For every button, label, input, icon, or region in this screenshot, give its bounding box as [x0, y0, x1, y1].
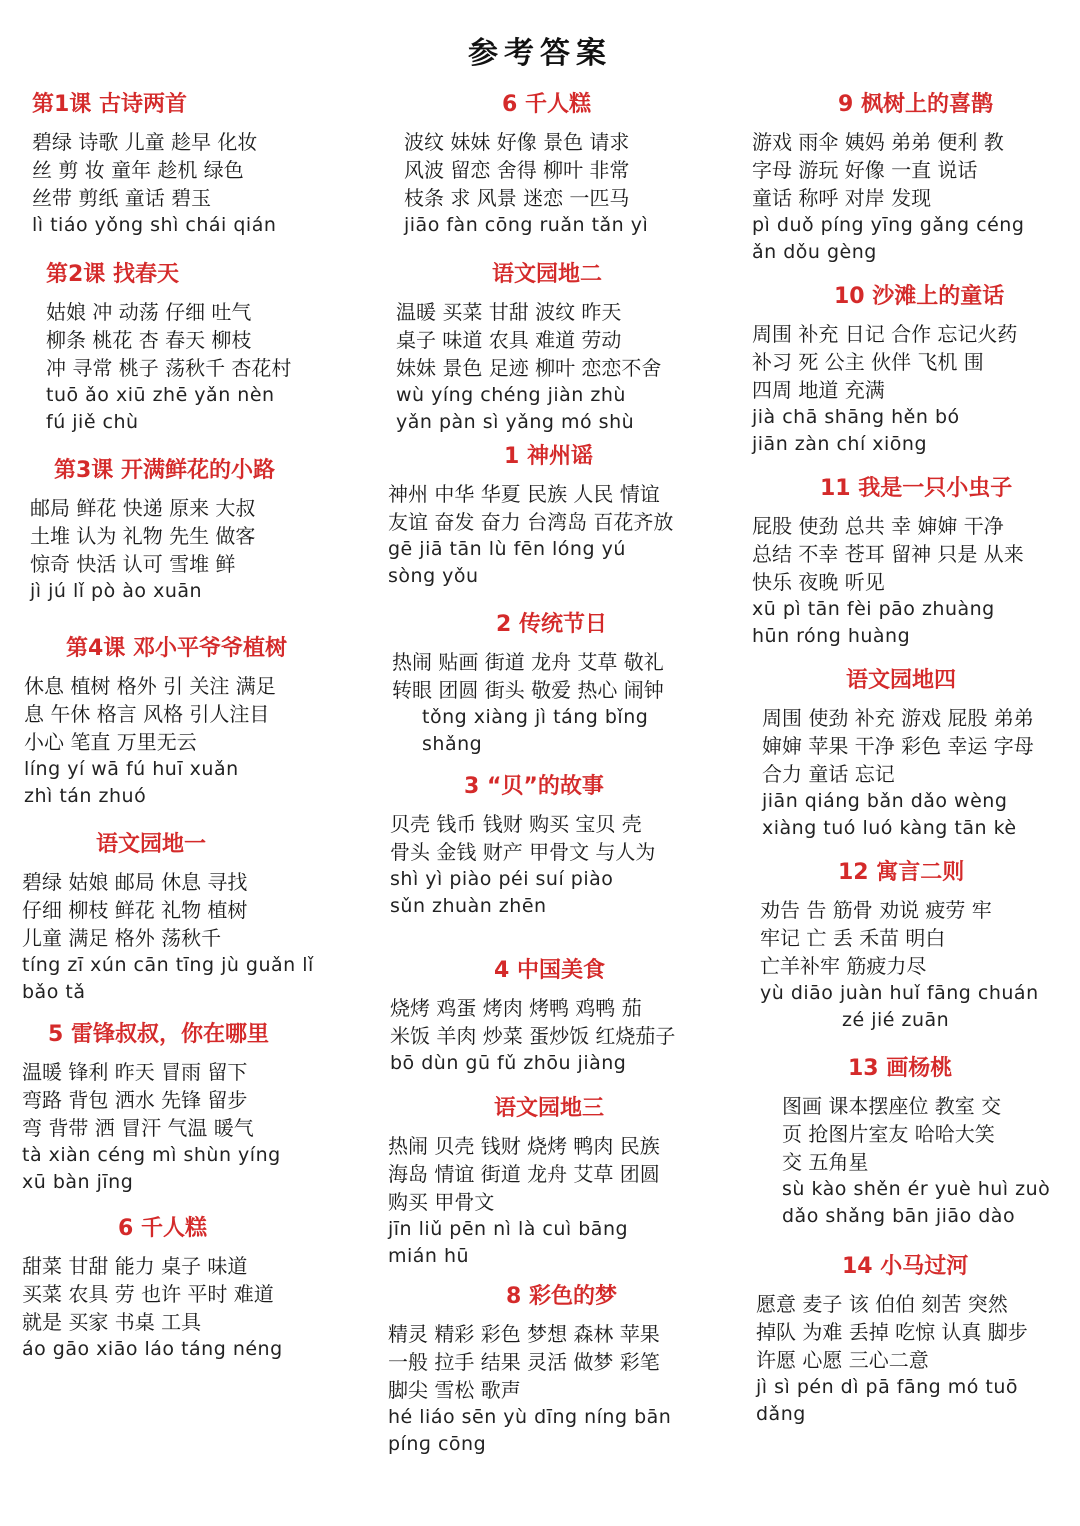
col3-block-2	[752, 284, 1076, 458]
word-line: 页 抢图片室友 哈哈大笑	[782, 1122, 995, 1146]
pinyin-line: tà xiàn céng mì shùn yíng	[22, 1144, 281, 1166]
word-line: 冲 寻常 桃子 荡秋千 杏花村	[46, 356, 292, 380]
word-line: 购买 甲骨文	[388, 1190, 495, 1214]
word-line: 丝带 剪纸 童话 碧玉	[32, 186, 212, 210]
word-line: 友谊 奋发 奋力 台湾岛 百花齐放	[388, 510, 674, 534]
word-line: 童话 称呼 对岸 发现	[752, 186, 932, 210]
lesson-heading: 3 “贝”的故事	[464, 774, 604, 799]
pinyin-line: xū pì tān fèi pāo zhuàng	[752, 598, 995, 620]
word-line: 米饭 羊肉 炒菜 蛋炒饭 红烧茄子	[390, 1024, 676, 1048]
pinyin-line: jīn liǔ pēn nì là cuì bāng	[388, 1218, 629, 1240]
pinyin-line: yù diāo juàn huǐ fāng chuán	[760, 982, 1039, 1004]
word-line: 温暖 买菜 甘甜 波纹 昨天	[396, 300, 622, 324]
pinyin-line: bǎo tǎ	[22, 981, 86, 1003]
pinyin-line: jì sì pén dì pā fāng mó tuō	[756, 1376, 1019, 1398]
lesson-heading: 6 千人糕	[118, 1216, 207, 1241]
col1-block-2	[46, 262, 374, 436]
lesson-heading: 6 千人糕	[502, 92, 591, 117]
lesson-heading: 5 雷锋叔叔，你在哪里	[48, 1022, 269, 1047]
word-line: 交 五角星	[782, 1150, 869, 1174]
pinyin-line: yǎn pàn sì yǎng mó shù	[396, 411, 635, 433]
word-line: 快乐 夜晚 听见	[752, 570, 885, 594]
lesson-heading: 9 枫树上的喜鹊	[838, 92, 993, 117]
pinyin-line: jiān zàn chí xiōng	[752, 433, 928, 455]
lesson-heading: 1 神州谣	[504, 444, 593, 469]
col2-block-8	[388, 1284, 744, 1458]
word-line: 土堆 认为 礼物 先生 做客	[30, 524, 256, 548]
pinyin-line: shǎng	[422, 733, 483, 755]
pinyin-line: ǎn dǒu gèng	[752, 241, 877, 263]
pinyin-line: fú jiě chù	[46, 411, 139, 433]
pinyin-line: mián hū	[388, 1245, 470, 1267]
pinyin-line: zé jié zuān	[842, 1009, 950, 1031]
word-line: 枝条 求 风景 迷恋 一匹马	[404, 186, 630, 210]
lesson-heading: 语文园地四	[846, 668, 957, 693]
pinyin-line: pínɡ cōng	[388, 1433, 487, 1455]
word-line: 屁股 使劲 总共 幸 婶婶 干净	[752, 514, 1004, 538]
pinyin-line: líng yí wā fú huī xuǎn	[24, 758, 239, 780]
col2-block-7	[388, 1096, 744, 1270]
word-line: 息 午休 格言 风格 引人注目	[24, 702, 270, 726]
col1-block-1	[32, 92, 374, 239]
word-line: 婶婶 苹果 干净 彩色 幸运 字母	[762, 734, 1034, 758]
pinyin-line: dǎo shǎng bān jiāo dào	[782, 1205, 1016, 1227]
lesson-heading: 12 寓言二则	[838, 860, 965, 885]
lesson-heading: 13 画杨桃	[848, 1056, 953, 1081]
word-line: 周围 补充 日记 合作 忘记火药	[752, 322, 1018, 346]
word-line: 小心 笔直 万里无云	[24, 730, 197, 754]
pinyin-line: bō dùn gū fǔ zhōu jiàng	[390, 1052, 627, 1074]
pinyin-line: wù yíng chéng jiàn zhù	[396, 384, 626, 406]
col1-block-7	[22, 1216, 374, 1363]
pinyin-line: tǒng xiàng jì táng bǐng	[422, 706, 649, 728]
lesson-heading: 语文园地一	[96, 832, 207, 857]
word-line: 神州 中华 华夏 民族 人民 情谊	[388, 482, 660, 506]
pinyin-line: shì yì piào péi suí piào	[390, 868, 614, 890]
word-line: 合力 童话 忘记	[762, 762, 895, 786]
word-line: 姑娘 冲 动荡 仔细 吐气	[46, 300, 252, 324]
word-line: 四周 地道 充满	[752, 378, 885, 402]
word-line: 图画 课本摆座位 教室 交	[782, 1094, 1002, 1118]
pinyin-line: lì tiáo yǒng shì chái qián	[32, 214, 277, 236]
lesson-heading: 第4课 邓小平爷爷植树	[66, 636, 287, 661]
col3-block-3	[752, 476, 1076, 650]
lesson-heading: 第2课 找春天	[46, 262, 179, 287]
word-line: 总结 不幸 苍耳 留神 只是 从来	[752, 542, 1024, 566]
lesson-heading: 4 中国美食	[494, 958, 605, 983]
col1-block-5	[22, 832, 374, 1006]
pinyin-line: zhì tán zhuó	[24, 785, 147, 807]
word-line: 骨头 金钱 财产 甲骨文 与人为	[390, 840, 656, 864]
word-line: 温暖 锋利 昨天 冒雨 留下	[22, 1060, 248, 1084]
word-line: 买菜 农具 劳 也许 平时 难道	[22, 1282, 274, 1306]
pinyin-line: sòng yǒu	[388, 565, 479, 587]
word-line: 脚尖 雪松 歌声	[388, 1378, 521, 1402]
word-line: 妹妹 景色 足迹 柳叶 恋恋不舍	[396, 356, 662, 380]
pinyin-line: jì jú lǐ pò ào xuān	[30, 580, 203, 602]
lesson-heading: 11 我是一只小虫子	[820, 476, 1013, 501]
word-line: 转眼 团圆 街头 敬爱 热心 闹钟	[392, 678, 664, 702]
word-line: 补习 死 公主 伙伴 飞机 围	[752, 350, 984, 374]
col1-block-6	[22, 1022, 374, 1196]
col2-block-1	[404, 92, 744, 239]
word-line: 字母 游玩 好像 一直 说话	[752, 158, 978, 182]
word-line: 贝壳 钱币 钱财 购买 宝贝 壳	[390, 812, 642, 836]
pinyin-line: tuō ǎo xiū zhē yǎn nèn	[46, 384, 275, 406]
word-line: 桌子 味道 农具 难道 劳动	[396, 328, 622, 352]
word-line: 弯 背带 洒 冒汗 气温 暖气	[22, 1116, 254, 1140]
col3-block-4	[762, 668, 1076, 842]
word-line: 一般 拉手 结果 灵活 做梦 彩笔	[388, 1350, 660, 1374]
col2-block-3	[388, 444, 744, 590]
word-line: 波纹 妹妹 好像 景色 请求	[404, 130, 630, 154]
word-line: 丝 剪 妆 童年 趁机 绿色	[32, 158, 244, 182]
word-line: 休息 植树 格外 引 关注 满足	[24, 674, 276, 698]
pinyin-line: hūn róng huàng	[752, 625, 911, 647]
word-line: 邮局 鲜花 快递 原来 大叔	[30, 496, 256, 520]
lesson-heading: 第1课 古诗两首	[32, 92, 187, 117]
pinyin-line: sù kào shěn ér yuè huì zuò	[782, 1178, 1051, 1200]
word-line: 游戏 雨伞 姨妈 弟弟 便利 教	[752, 130, 1004, 154]
word-line: 柳条 桃花 杏 春天 柳枝	[46, 328, 252, 352]
col3-block-7	[756, 1254, 1076, 1428]
pinyin-line: tíng zī xún cān tīng jù guǎn lǐ	[22, 954, 314, 976]
lesson-heading: 第3课 开满鲜花的小路	[54, 458, 275, 483]
pinyin-line: jià chā shāng hěn bó	[752, 406, 960, 428]
word-line: 热闹 贝壳 钱财 烧烤 鸭肉 民族	[388, 1134, 660, 1158]
pinyin-line: dǎng	[756, 1403, 806, 1425]
word-line: 精灵 精彩 彩色 梦想 森林 苹果	[388, 1322, 660, 1346]
page-title: 参考答案	[468, 36, 612, 71]
pinyin-line: hé liáo sēn yù dīng níng bān	[388, 1406, 672, 1428]
word-line: 甜菜 甘甜 能力 桌子 味道	[22, 1254, 248, 1278]
word-line: 热闹 贴画 街道 龙舟 艾草 敬礼	[392, 650, 664, 674]
word-line: 周围 使劲 补充 游戏 屁股 弟弟	[762, 706, 1034, 730]
lesson-heading: 14 小马过河	[842, 1254, 969, 1279]
pinyin-line: xiàng tuó luó kàng tān kè	[762, 817, 1017, 839]
col3-block-6	[782, 1056, 1076, 1230]
word-line: 惊奇 快活 认可 雪堆 鲜	[30, 552, 236, 576]
pinyin-line: sǔn zhuàn zhēn	[390, 895, 547, 917]
lesson-heading: 8 彩色的梦	[506, 1284, 617, 1309]
word-line: 仔细 柳枝 鲜花 礼物 植树	[22, 898, 248, 922]
lesson-heading: 语文园地二	[492, 262, 603, 287]
word-line: 许愿 心愿 三心二意	[756, 1348, 929, 1372]
pinyin-line: gē jiā tān lù fēn lóng yú	[388, 538, 626, 560]
lesson-heading: 10 沙滩上的童话	[834, 284, 1005, 309]
word-line: 弯路 背包 洒水 先锋 留步	[22, 1088, 248, 1112]
word-line: 风波 留恋 舍得 柳叶 非常	[404, 158, 630, 182]
lesson-heading: 语文园地三	[494, 1096, 605, 1121]
col3-block-1	[752, 92, 1076, 266]
word-line: 碧绿 姑娘 邮局 休息 寻找	[22, 870, 248, 894]
col2-block-4	[392, 612, 744, 758]
col2-block-5	[390, 774, 744, 920]
word-line: 碧绿 诗歌 儿童 趁早 化妆	[32, 130, 258, 154]
word-line: 儿童 满足 格外 荡秋千	[22, 926, 222, 950]
word-line: 愿意 麦子 该 伯伯 刻苦 突然	[756, 1292, 1008, 1316]
pinyin-line: jiān qiáng bǎn dǎo wèng	[762, 790, 1008, 812]
pinyin-line: áo gāo xiāo láo táng néng	[22, 1338, 283, 1360]
col3-block-5	[760, 860, 1076, 1034]
col1-block-4	[24, 636, 374, 810]
word-line: 海岛 情谊 街道 龙舟 艾草 团圆	[388, 1162, 660, 1186]
word-line: 亡羊补牢 筋疲力尽	[760, 954, 927, 978]
col2-block-6	[390, 958, 744, 1077]
lesson-heading: 2 传统节日	[496, 612, 607, 637]
word-line: 牢记 亡 丢 禾苗 明白	[760, 926, 946, 950]
word-line: 掉队 为难 丢掉 吃惊 认真 脚步	[756, 1320, 1028, 1344]
word-line: 劝告 告 筋骨 劝说 疲劳 牢	[760, 898, 992, 922]
word-line: 就是 买家 书桌 工具	[22, 1310, 202, 1334]
pinyin-line: jiāo fàn cōng ruǎn tǎn yì	[404, 214, 649, 236]
word-line: 烧烤 鸡蛋 烤肉 烤鸭 鸡鸭 茄	[390, 996, 642, 1020]
col2-block-2	[396, 262, 744, 436]
pinyin-line: pì duǒ píng yīng gǎng céng	[752, 214, 1025, 236]
col1-block-3	[30, 458, 374, 605]
pinyin-line: xū bàn jīng	[22, 1171, 134, 1193]
